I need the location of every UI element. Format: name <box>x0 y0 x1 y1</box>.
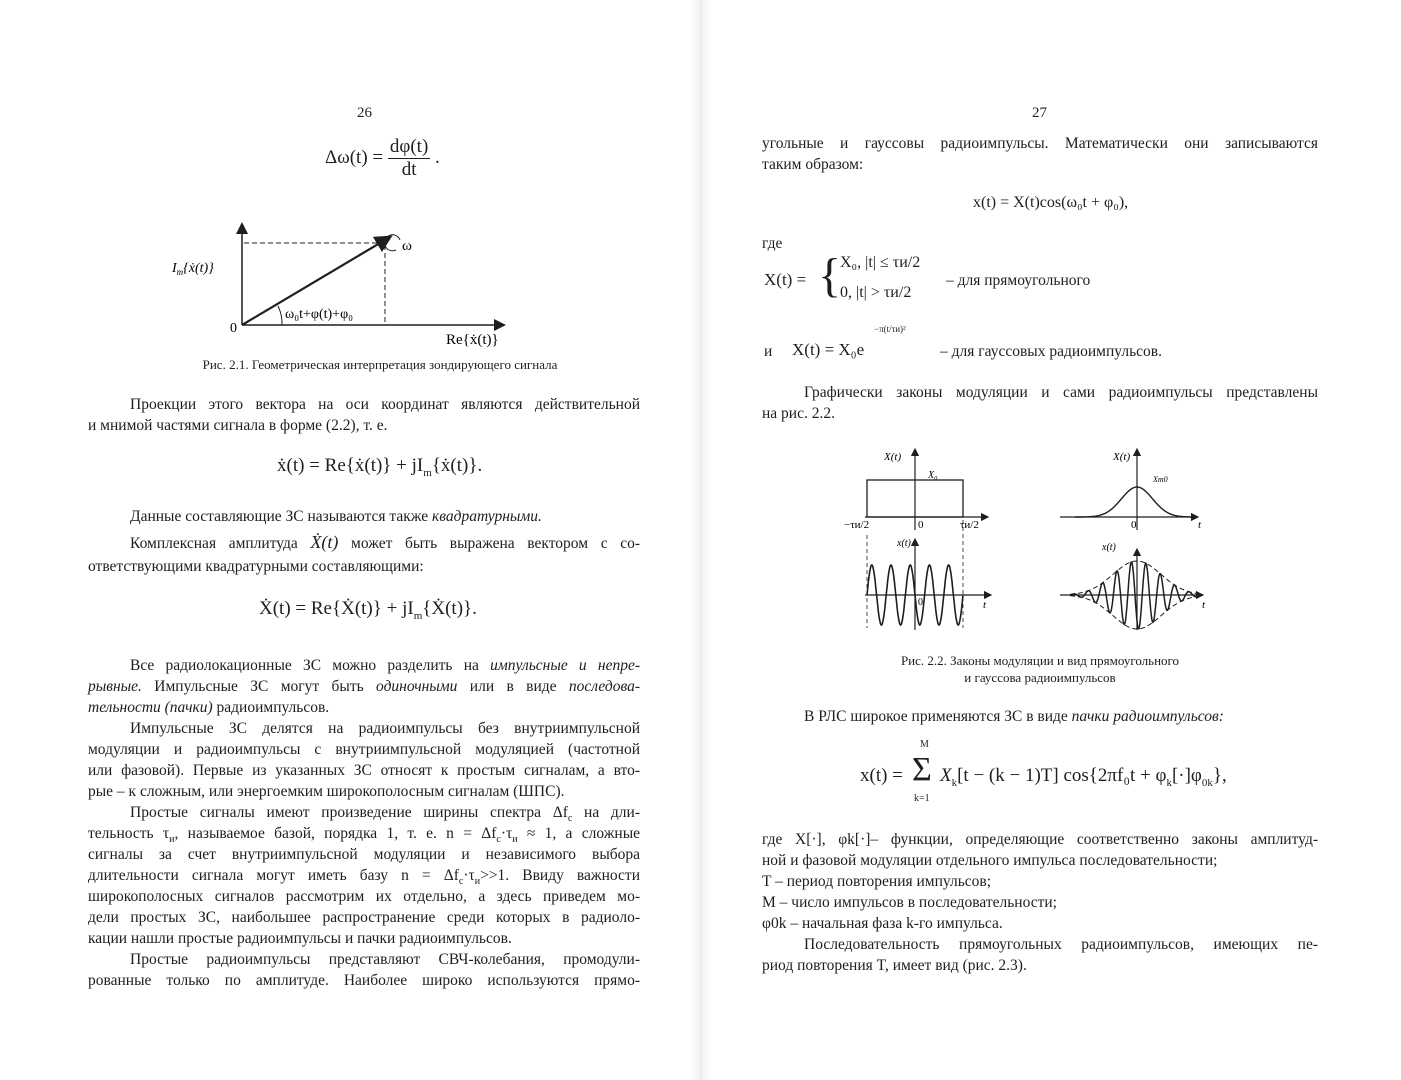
gauss-conjunction: и <box>764 343 773 360</box>
page-number-left: 26 <box>357 105 372 121</box>
paragraph-graphics-line2: на рис. 2.2. <box>762 405 835 422</box>
paragraph-complex-amplitude-line2: ответствующими квадратурными составляющими: <box>88 558 424 575</box>
paragraph-classification-line1: Все радиолокационные ЗС можно разделить на импульсные и непре- <box>130 657 641 674</box>
paragraph-simple-signals-line6: дели простых ЗС, наибольшее распространение среди которых в радиоло- <box>88 909 640 926</box>
piecewise-comment: – для прямоугольного <box>946 272 1091 289</box>
paragraph-simple-pulses-line1: Простые радиоимпульсы представляют СВЧ-колебания, промодули- <box>130 951 640 968</box>
paragraph-pulse-types-line4: рые – к сложным, или энергоемким широкополосным сигналам (ШПС). <box>88 783 565 800</box>
gauss-t-label: t <box>1198 519 1202 531</box>
gauss-level-label: Xm0 <box>1153 475 1168 484</box>
paragraph-pulse-train: В РЛС широкое применяются ЗС в виде пачки радиоимпульсов: <box>804 708 1224 725</box>
piecewise-case2: 0, |t| > τи/2 <box>840 284 912 301</box>
angle-arc <box>278 306 282 325</box>
sum-lhs: x(t) = <box>860 765 903 786</box>
sum-lower-limit: k=1 <box>914 793 930 804</box>
formula-piecewise <box>762 250 1362 320</box>
where-label: где <box>762 235 783 252</box>
paragraph-pulse-types-line2: модуляции и радиоимпульсы с внутриимпульсной модуляцией (частотной <box>88 741 640 758</box>
paragraph-simple-signals-line7: кации нашли простые радиоимпульсы и пачки радиоимпульсов. <box>88 930 512 947</box>
figure-2-2-caption <box>850 652 1230 686</box>
formula-lhs: Δω(t) = <box>325 146 384 168</box>
piecewise-brace: { <box>818 249 842 302</box>
figure-modulation-laws <box>844 440 1230 640</box>
paragraph-graphics-line1: Графически законы модуляции и сами радиоимпульсы представлены <box>804 384 1318 401</box>
rect-ylabel: X(t) <box>884 451 902 463</box>
paragraph-sequence-line1: Последовательность прямоугольных радиоимпульсов, имеющих пе- <box>804 936 1318 953</box>
right-page <box>700 0 1401 1080</box>
rect-wave-label: x(t) <box>897 538 911 549</box>
paragraph-sequence-line2: риод повторения T, имеет вид (рис. 2.3). <box>762 957 1027 974</box>
paragraph-quadrature: Данные составляющие ЗС называются также квадратурными. <box>130 508 542 525</box>
definition-line3: T – период повторения импульсов; <box>762 873 992 890</box>
paragraph-complex-amplitude-line1: Комплексная амплитуда Ẋ(t) может быть выражена вектором с со- <box>130 532 640 552</box>
x-axis-label: Re{ẋ(t)} <box>446 332 499 348</box>
page-number-right: 27 <box>1032 105 1047 121</box>
paragraph-intro-line2: таким образом: <box>762 156 864 173</box>
paragraph-simple-signals-line2: тельность $\tau_и$, называемое базой, порядка 1, т. е. $n = \Delta f_c\cdot\tau_и \approx 1$, а сложные <box>88 825 640 846</box>
figure-2-2-caption-line2: и гауссова радиоимпульсов <box>964 670 1116 685</box>
rect-left-tick: −τи/2 <box>844 519 870 531</box>
rect-pulse-plot <box>865 520 988 630</box>
gauss-envelope-plot <box>1060 451 1202 531</box>
rotation-arrow-icon <box>385 235 400 251</box>
gauss-ylabel: X(t) <box>1113 451 1131 463</box>
gauss-zero-tick: 0 <box>1131 519 1137 531</box>
paragraph-simple-signals-line5: широкополосных сигналов рассмотрим их отдельно, а здесь приведем мо- <box>88 888 640 905</box>
omega-label: ω <box>402 238 412 254</box>
rect-wave-zero: 0 <box>918 597 923 608</box>
paragraph-classification-line2: рывные. Импульсные ЗС могут быть одиночными или в виде последова- <box>88 678 641 695</box>
rect-t-label: t <box>983 599 987 611</box>
formula-gauss <box>762 320 1362 360</box>
formula-delta-omega <box>325 136 440 181</box>
definition-line2: ной и фазовой модуляции отдельного импульса последовательности; <box>762 852 1218 869</box>
formula-tail: . <box>435 146 440 168</box>
gauss-wave-t-label: t <box>1202 599 1206 611</box>
definition-line1: где X[·], φk[·]– функции, определяющие соответственно законы амплитуд- <box>762 831 1318 848</box>
paragraph-simple-signals-line4: длительности сигнала могут иметь базу $n = \Delta f_c\cdot\tau_и>>1$. Ввиду важности <box>88 867 640 888</box>
paragraph-classification-line3: тельности (пачки) радиоимпульсов. <box>88 699 330 716</box>
piecewise-lhs: X(t) = <box>764 270 807 289</box>
fraction-numerator: dφ(t) <box>389 136 429 157</box>
gauss-exponent: −π(t/τи)² <box>874 324 906 334</box>
paragraph-simple-signals-line3: сигналы за счет внутриимпульсной модуляции и независимого выбора <box>88 846 640 863</box>
paragraph-pulse-types-line3: или фазовой). Первые из указанных ЗС относят к простым сигналам, а вто- <box>88 762 640 779</box>
paragraph-simple-signals-line1: Простые сигналы имеют произведение ширины спектра $\Delta f_c$ на дли- <box>130 804 640 825</box>
figure-vector-diagram <box>160 220 540 355</box>
fraction-denominator: dt <box>401 159 417 180</box>
figure-2-1-caption: Рис. 2.1. Геометрическая интерпретация зондирующего сигнала <box>202 357 558 372</box>
paragraph-projections-line1: Проекции этого вектора на оси координат являются действительной <box>130 396 640 413</box>
gauss-wave-label: x(t) <box>1102 542 1116 553</box>
sum-upper-limit: M <box>920 739 929 750</box>
left-page <box>0 0 700 1080</box>
definition-line4: M – число импульсов в последовательности; <box>762 894 1057 911</box>
sum-symbol: Σ <box>912 751 932 788</box>
formula-pulse-train <box>860 739 1300 815</box>
origin-label: 0 <box>230 321 237 336</box>
formula-X-components: Ẋ(t) = Re{Ẋ(t)} + $jI_m\{Ẋ(t)\}$. <box>259 598 477 622</box>
gauss-envelope-curve <box>1075 487 1195 517</box>
rect-envelope-plot <box>844 451 985 531</box>
rect-level-label: X₀ <box>928 470 938 481</box>
paragraph-simple-pulses-line2: рованные только по амплитуде. Наиболее широко используются прямо- <box>88 972 640 989</box>
figure-2-2-caption-line1: Рис. 2.2. Законы модуляции и вид прямоугольного <box>900 653 1180 668</box>
paragraph-projections-line2: и мнимой частями сигнала в форме (2.2), т. е. <box>88 417 388 434</box>
gauss-comment: – для гауссовых радиоимпульсов. <box>940 343 1162 360</box>
y-axis-label: $I_m\{ẋ(t)\}$ <box>172 261 214 277</box>
gauss-pulse-plot <box>1060 542 1206 630</box>
paragraph-intro-line1: угольные и гауссовы радиоимпульсы. Математически они записываются <box>762 135 1318 152</box>
sum-body: $X_k[t - (k - 1)T] \cos\{2\pi f_0t + \varphi_k[\cdot]\varphi_{0k}\}$, <box>940 765 1227 789</box>
definition-line5: φ0k – начальная фаза k-го импульса. <box>762 915 1003 932</box>
gauss-lhs: X(t) = X₀e <box>792 340 865 359</box>
piecewise-case1: X₀, |t| ≤ τи/2 <box>840 254 921 271</box>
paragraph-pulse-types-line1: Импульсные ЗС делятся на радиоимпульсы без внутриимпульсной <box>130 720 640 737</box>
formula-x-cos: x(t) = X(t)cos(ω₀t + φ₀), <box>973 194 1129 211</box>
rect-right-tick: τи/2 <box>960 519 979 531</box>
rect-zero-tick: 0 <box>918 519 924 531</box>
angle-label: ω₀t+φ(t)+φ₀ <box>285 307 354 322</box>
formula-fraction <box>388 136 430 181</box>
formula-x-components: ẋ(t) = Re{ẋ(t)} + $jI_m\{ẋ(t)\}$. <box>277 455 483 479</box>
